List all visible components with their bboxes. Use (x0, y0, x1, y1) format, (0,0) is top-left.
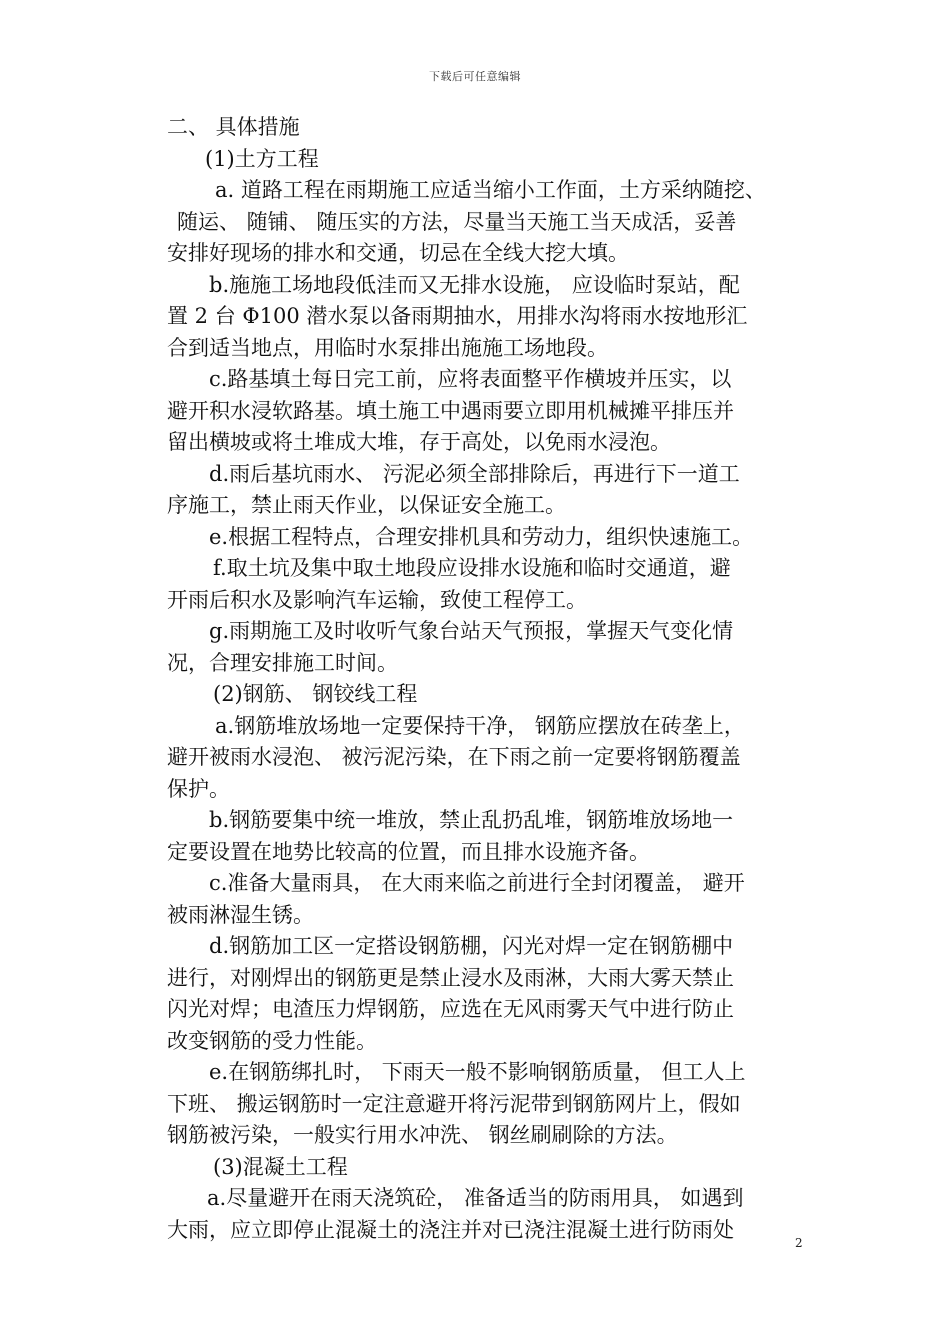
body-line: 避开积水浸软路基。填土施工中遇雨要立即用机械摊平排压并 (167, 398, 734, 423)
page-header-note: 下载后可任意编辑 (429, 70, 521, 83)
body-line: 安排好现场的排水和交通，切忌在全线大挖大填。 (167, 241, 629, 265)
body-line: (2)钢筋、 钢铰线工程 (213, 682, 418, 706)
body-line: 况，合理安排施工时间。 (167, 650, 398, 675)
body-line: a. 道路工程在雨期施工应适当缩小工作面，土方采纳随挖、 (215, 178, 766, 202)
body-line: 钢筋被污染，一般实行用水冲洗、 钢丝刷刷除的方法。 (167, 1123, 678, 1147)
body-line: 下班、 搬运钢筋时一定注意避开将污泥带到钢筋网片上，假如 (167, 1091, 741, 1116)
body-line: d.钢筋加工区一定搭设钢筋棚，闪光对焊一定在钢筋棚中 (209, 934, 734, 958)
body-line: e.在钢筋绑扎时， 下雨天一般不影响钢筋质量， 但工人上 (209, 1060, 746, 1084)
body-line: 合到适当地点，用临时水泵排出施施工场地段。 (167, 335, 608, 360)
body-line: 随运、 随铺、 随压实的方法，尽量当天施工当天成活，妥善 (177, 209, 737, 234)
body-line: (3)混凝土工程 (213, 1154, 348, 1179)
body-line: b.钢筋要集中统一堆放，禁止乱扔乱堆，钢筋堆放场地一 (209, 808, 734, 832)
body-line: 二、 具体措施 (167, 115, 300, 139)
body-line: g.雨期施工及时收听气象台站天气预报，掌握天气变化情 (209, 619, 734, 643)
body-line: 大雨，应立即停止混凝土的浇注并对已浇注混凝土进行防雨处 (167, 1217, 734, 1242)
body-line: 保护。 (167, 776, 230, 801)
body-line: c.准备大量雨具， 在大雨来临之前进行全封闭覆盖， 避开 (209, 871, 745, 895)
body-line: d.雨后基坑雨水、 污泥必须全部排除后，再进行下一道工 (209, 461, 740, 486)
body-line: 留出横坡或将土堆成大堆，存于高处，以免雨水浸泡。 (167, 430, 671, 454)
body-line: 进行，对刚焊出的钢筋更是禁止浸水及雨淋，大雨大雾天禁止 (167, 965, 734, 990)
body-line: a.尽量避开在雨天浇筑砼， 准备适当的防雨用具， 如遇到 (207, 1186, 744, 1210)
document-body (167, 112, 810, 1246)
body-line: f.取土坑及集中取土地段应设排水设施和临时交通道，避 (213, 556, 731, 580)
body-line: a.钢筋堆放场地一定要保持干净， 钢筋应摆放在砖垄上， (215, 713, 745, 738)
body-line: b.施施工场地段低洼而又无排水设施， 应设临时泵站，配 (209, 272, 740, 297)
body-line: 闪光对焊；电渣压力焊钢筋，应选在无风雨雾天气中进行防止 (167, 997, 734, 1021)
body-line: e.根据工程特点，合理安排机具和劳动力，组织快速施工。 (209, 524, 754, 549)
body-line: 被雨淋湿生锈。 (167, 902, 314, 927)
body-line: 避开被雨水浸泡、 被污泥污染，在下雨之前一定要将钢筋覆盖 (167, 745, 741, 769)
body-line: 改变钢筋的受力性能。 (167, 1028, 377, 1053)
body-line: 置 2 台 Φ100 潜水泵以备雨期抽水，用排水沟将雨水按地形汇 (167, 304, 748, 328)
body-line: c.路基填土每日完工前，应将表面整平作横坡并压实，以 (209, 367, 732, 391)
body-line: (1)土方工程 (205, 146, 319, 171)
body-line: 开雨后积水及影响汽车运输，致使工程停工。 (167, 587, 587, 612)
page-number: 2 (795, 1236, 803, 1250)
body-line: 定要设置在地势比较高的位置，而且排水设施齐备。 (167, 839, 650, 864)
body-line: 序施工，禁止雨天作业，以保证安全施工。 (167, 493, 566, 517)
